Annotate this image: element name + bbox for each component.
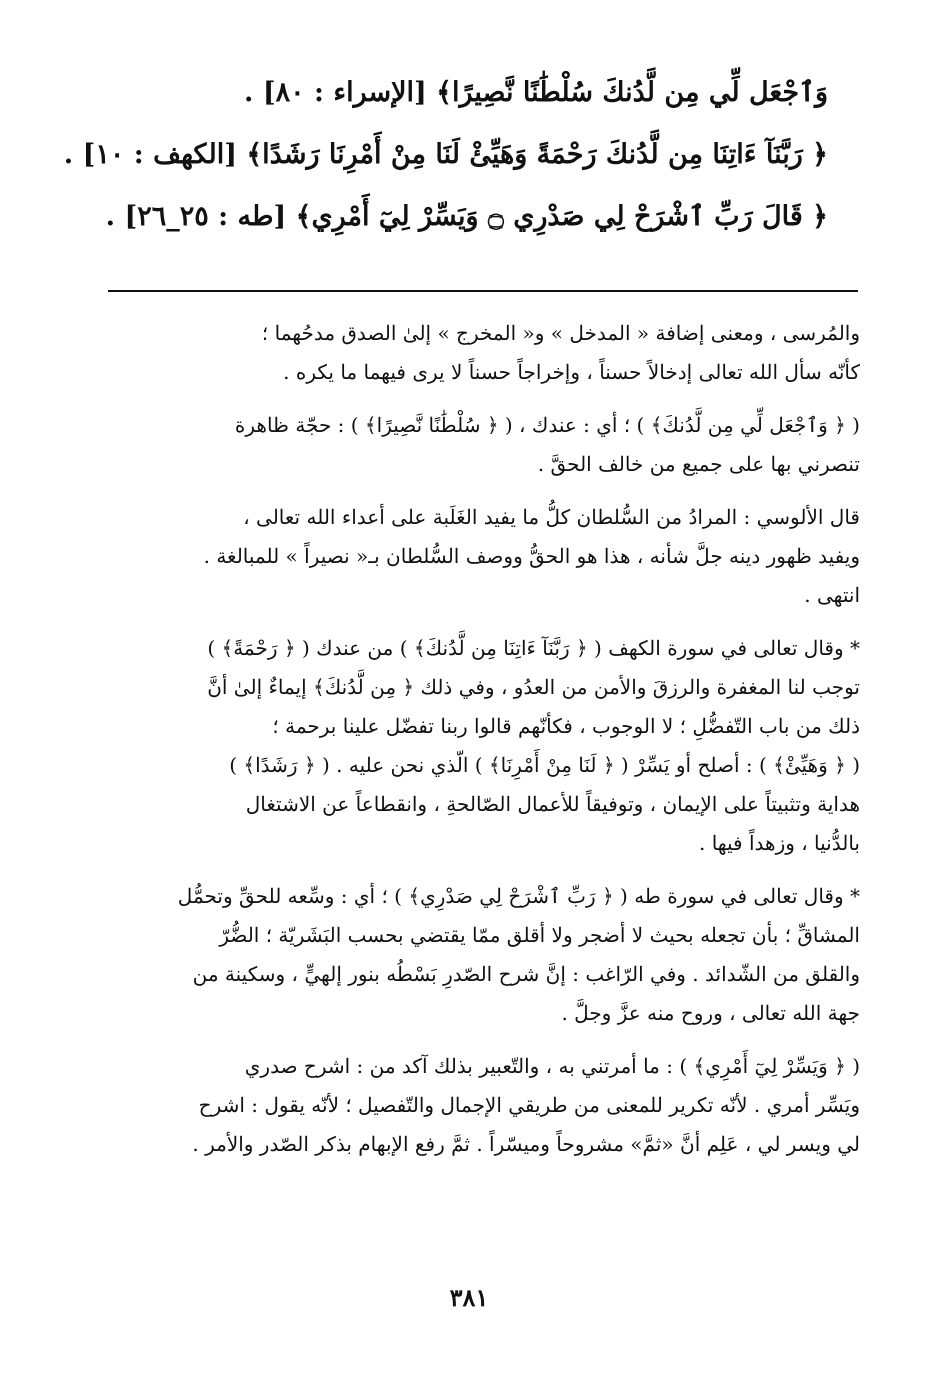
text-line: انتهى .	[804, 583, 860, 607]
quran-verses-block	[63, 62, 828, 248]
paragraph	[108, 1047, 860, 1164]
text-line: ( ﴿ وَهَيِّئْ﴾ ) : أصلح أو يَسِّرْ ( ﴿ لَنَا مِنْ أَمْرِنَا﴾ ) الّذي نحن عليه . ( ﴿ رَشَدًا﴾ )	[229, 753, 860, 777]
footnote-divider	[108, 290, 858, 292]
text-line: تنصرني بها على جميع من خالف الحقَّ .	[537, 452, 860, 476]
commentary-text	[108, 314, 860, 1178]
text-line: والمُرسى ، ومعنى إضافة « المدخل » و« المخرج » إلىٰ الصدق مدحُهما ؛	[261, 321, 860, 345]
text-line: توجب لنا المغفرة والرزقَ والأمن من العدُو ، وفي ذلك ﴿ مِن لَّدُنكَ﴾ إيماءٌ إلىٰ أنَّ	[207, 675, 860, 699]
paragraph	[108, 314, 860, 392]
page-number: ٣٨١	[449, 1283, 489, 1312]
text-line: لي ويسر لي ، عَلِم أنَّ «ثمَّ» مشروحاً وميسّراً . ثمَّ رفع الإبهام بذكر الصّدر والأمر .	[192, 1132, 860, 1156]
text-line: بالدُّنيا ، وزهداً فيها .	[698, 831, 860, 855]
paragraph	[108, 498, 860, 615]
paragraph	[108, 406, 860, 484]
text-line: * وقال تعالى في سورة طه ( ﴿ رَبِّ ٱشْرَحْ لِي صَدْرِي﴾ ) ؛ أي : وسِّعه للحقِّ وتحمُّل	[177, 884, 860, 908]
text-line: ويفيد ظهور دينه جلَّ شأنه ، هذا هو الحقُّ ووصف السُّلطان بـ« نصيراً » للمبالغة .	[203, 544, 860, 568]
text-line: ( ﴿ وَيَسِّرْ لِيٓ أَمْرِي﴾ ) : ما أمرتني به ، والتّعبير بذلك آكد من : اشرح صدري	[244, 1054, 860, 1078]
verse-line: ﴿ رَبَّنَآ ءَاتِنَا مِن لَّدُنكَ رَحْمَةً وَهَيِّئْ لَنَا مِنْ أَمْرِنَا رَشَدًا﴾ [الكهف : ١٠] .	[63, 139, 828, 170]
text-line: كأنّه سأل الله تعالى إدخالاً حسناً ، وإخراجاً حسناً لا يرى فيهما ما يكره .	[283, 360, 860, 384]
text-line: المشاقِّ ؛ بأن تجعله بحيث لا أضجر ولا أقلق ممّا يقتضي بحسب البَشَريّة ؛ الضُّرّ	[219, 923, 860, 947]
text-line: ويَسِّر أمري . لأنّه تكرير للمعنى من طريقي الإجمال والتّفصيل ؛ لأنّه يقول : اشرح	[198, 1093, 860, 1117]
text-line: ذلك من باب التّفضُّلِ ؛ لا الوجوب ، فكأنّهم قالوا ربنا تفضّل علينا برحمة ؛	[272, 714, 860, 738]
text-line: ( ﴿ وَٱجْعَل لِّي مِن لَّدُنكَ﴾ ) ؛ أي : عندك ، ( ﴿ سُلْطَٰنًا نَّصِيرًا﴾ ) : حجّة ظاهرة	[234, 413, 860, 437]
verse-line: ﴿ قَالَ رَبِّ ٱشْرَحْ لِي صَدْرِي ۝ وَيَسِّرْ لِيٓ أَمْرِي﴾ [طه : ٢٥_٢٦] .	[105, 201, 828, 232]
paragraph	[108, 629, 860, 863]
text-line: * وقال تعالى في سورة الكهف ( ﴿ رَبَّنَآ ءَاتِنَا مِن لَّدُنكَ﴾ ) من عندك ( ﴿ رَحْمَةً﴾ )	[207, 636, 860, 660]
text-line: قال الألوسي : المرادُ من السُّلطان كلُّ ما يفيد الغَلَبة على أعداء الله تعالى ،	[243, 505, 860, 529]
text-line: والقلق من الشّدائد . وفي الرّاغب : إنَّ شرح الصّدرِ بَسْطُه بنور إلهيٍّ ، وسكينة من	[192, 962, 860, 986]
verse-line: وَٱجْعَل لِّي مِن لَّدُنكَ سُلْطَٰنًا نَّصِيرًا﴾ [الإسراء : ٨٠] .	[244, 77, 828, 108]
text-line: جهة الله تعالى ، وروح منه عزَّ وجلَّ .	[561, 1001, 860, 1025]
text-line: هداية وتثبيتاً على الإيمان ، وتوفيقاً للأعمال الصّالحةِ ، وانقطاعاً عن الاشتغال	[245, 792, 860, 816]
paragraph	[108, 877, 860, 1033]
